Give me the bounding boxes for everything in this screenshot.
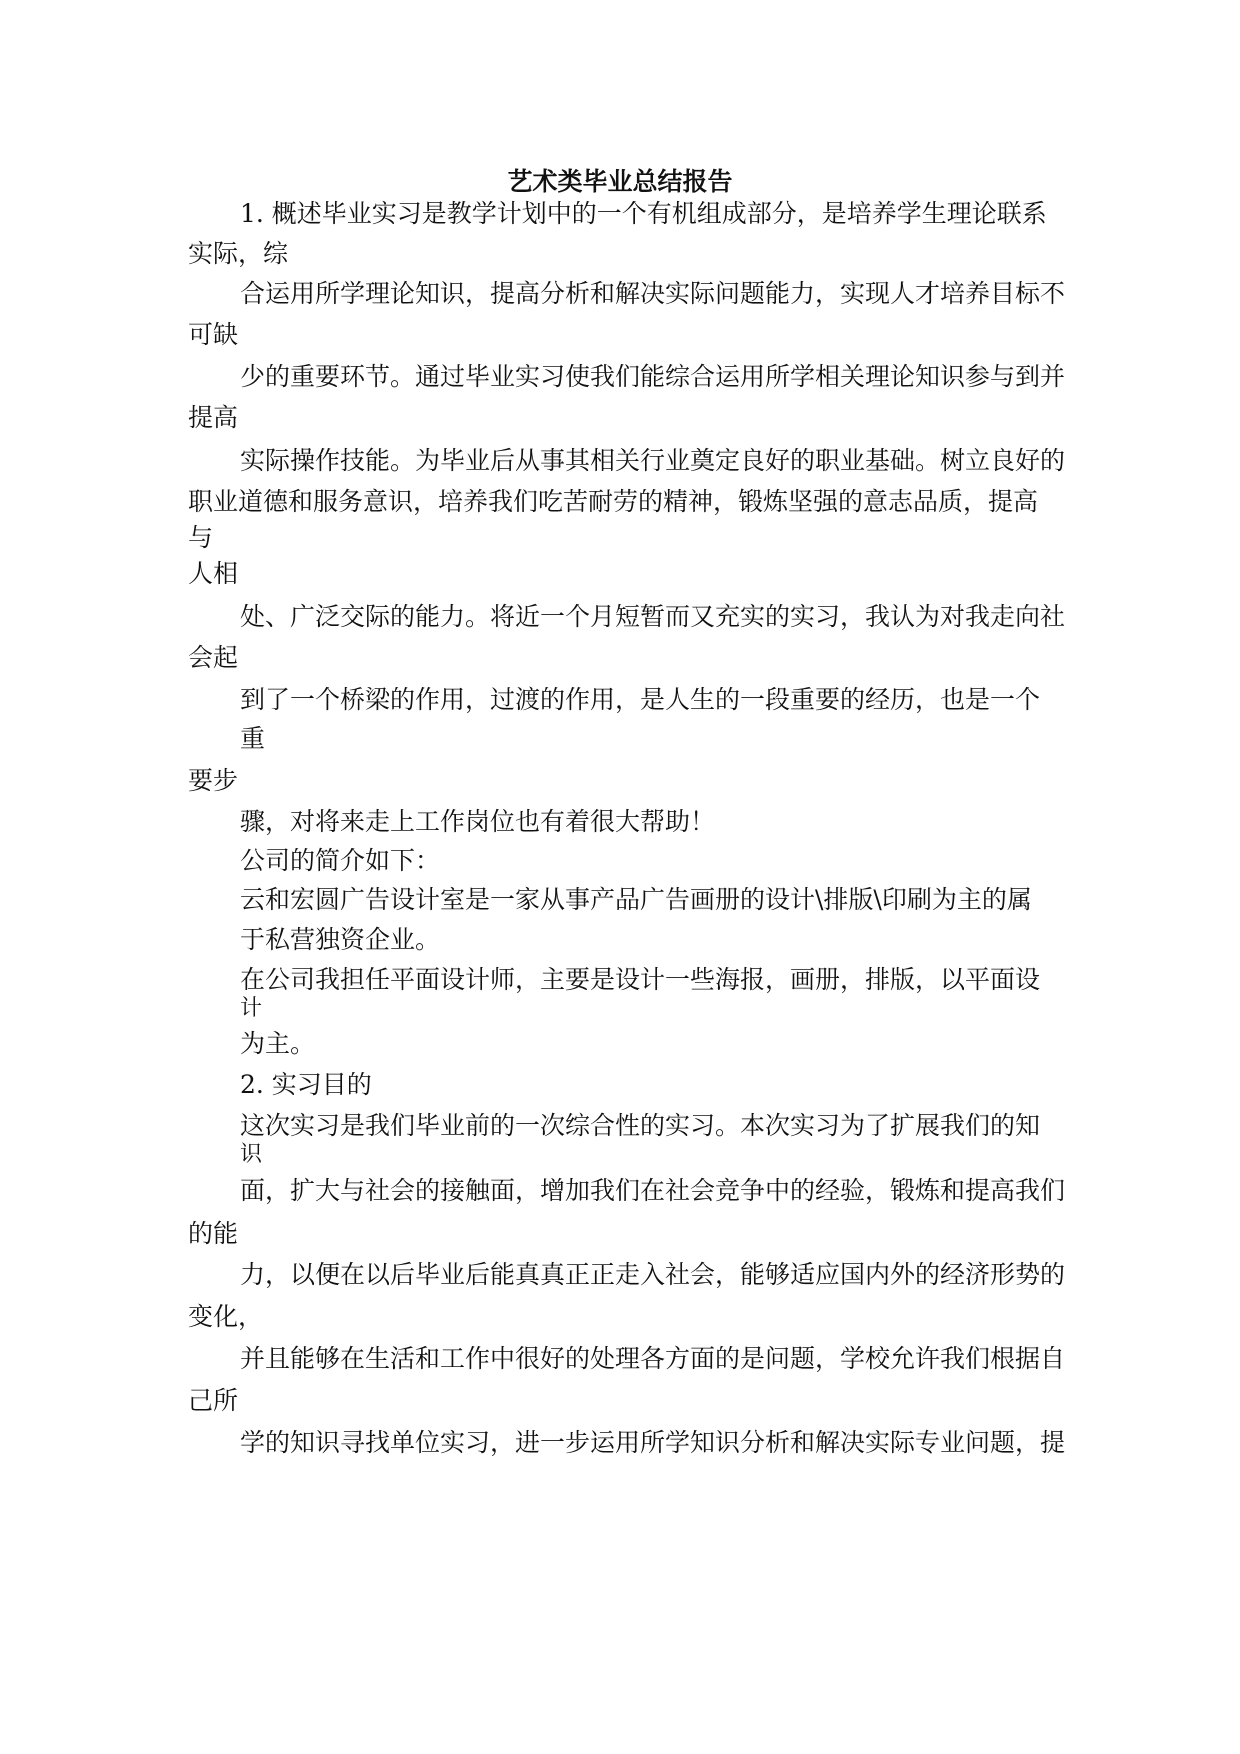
text-line-19: 于私营独资企业。 — [240, 925, 441, 954]
text-line-20: 在公司我担任平面设计师，主要是设计一些海报，画册，排版，以平面设 — [240, 965, 1041, 994]
text-line-5: 少的重要环节。通过毕业实习使我们能综合运用所学相关理论知识参与到并 — [240, 362, 1066, 391]
text-line-18: 云和宏圆广告设计室是一家从事产品广告画册的设计\排版\印刷为主的属 — [240, 885, 1032, 914]
text-line-22: 为主。 — [240, 1029, 316, 1058]
text-line-11: 处、广泛交际的能力。将近一个月短暂而又充实的实习，我认为对我走向社 — [240, 602, 1066, 631]
text-line-13: 到了一个桥梁的作用，过渡的作用，是人生的一段重要的经历，也是一个 — [240, 685, 1041, 714]
text-line-10: 人相 — [188, 559, 239, 588]
text-line-4: 可缺 — [188, 320, 239, 349]
text-line-14: 重 — [240, 724, 266, 753]
text-line-12: 会起 — [188, 643, 239, 672]
text-line-27: 的能 — [188, 1219, 239, 1248]
text-line-30: 并且能够在生活和工作中很好的处理各方面的是问题，学校允许我们根据自 — [240, 1344, 1066, 1373]
text-line-7: 实际操作技能。为毕业后从事其相关行业奠定良好的职业基础。树立良好的 — [240, 446, 1066, 475]
text-line-1: 1. 概述毕业实习是教学计划中的一个有机组成部分，是培养学生理论联系 — [240, 199, 1047, 228]
text-line-24: 这次实习是我们毕业前的一次综合性的实习。本次实习为了扩展我们的知 — [240, 1111, 1041, 1140]
text-line-21: 计 — [240, 996, 263, 1021]
text-line-6: 提高 — [188, 403, 239, 432]
text-line-3: 合运用所学理论知识，提高分析和解决实际问题能力，实现人才培养目标不 — [240, 279, 1066, 308]
text-line-9: 与 — [188, 523, 214, 552]
text-line-31: 己所 — [188, 1386, 239, 1415]
text-line-26: 面，扩大与社会的接触面，增加我们在社会竞争中的经验，锻炼和提高我们 — [240, 1176, 1066, 1205]
text-line-25: 识 — [240, 1142, 263, 1167]
text-line-15: 要步 — [188, 766, 239, 795]
text-line-8: 职业道德和服务意识，培养我们吃苦耐劳的精神，锻炼坚强的意志品质，提高 — [188, 487, 1039, 516]
text-line-23: 2. 实习目的 — [240, 1070, 372, 1099]
text-line-2: 实际，综 — [188, 239, 289, 268]
text-line-28: 力，以便在以后毕业后能真真正正走入社会，能够适应国内外的经济形势的 — [240, 1260, 1066, 1289]
text-line-29: 变化， — [188, 1302, 264, 1331]
text-line-32: 学的知识寻找单位实习，进一步运用所学知识分析和解决实际专业问题，提 — [240, 1428, 1066, 1457]
document-title: 艺术类毕业总结报告 — [507, 167, 733, 196]
text-line-16: 骤，对将来走上工作岗位也有着很大帮助！ — [240, 807, 716, 836]
text-line-17: 公司的简介如下： — [240, 846, 441, 875]
